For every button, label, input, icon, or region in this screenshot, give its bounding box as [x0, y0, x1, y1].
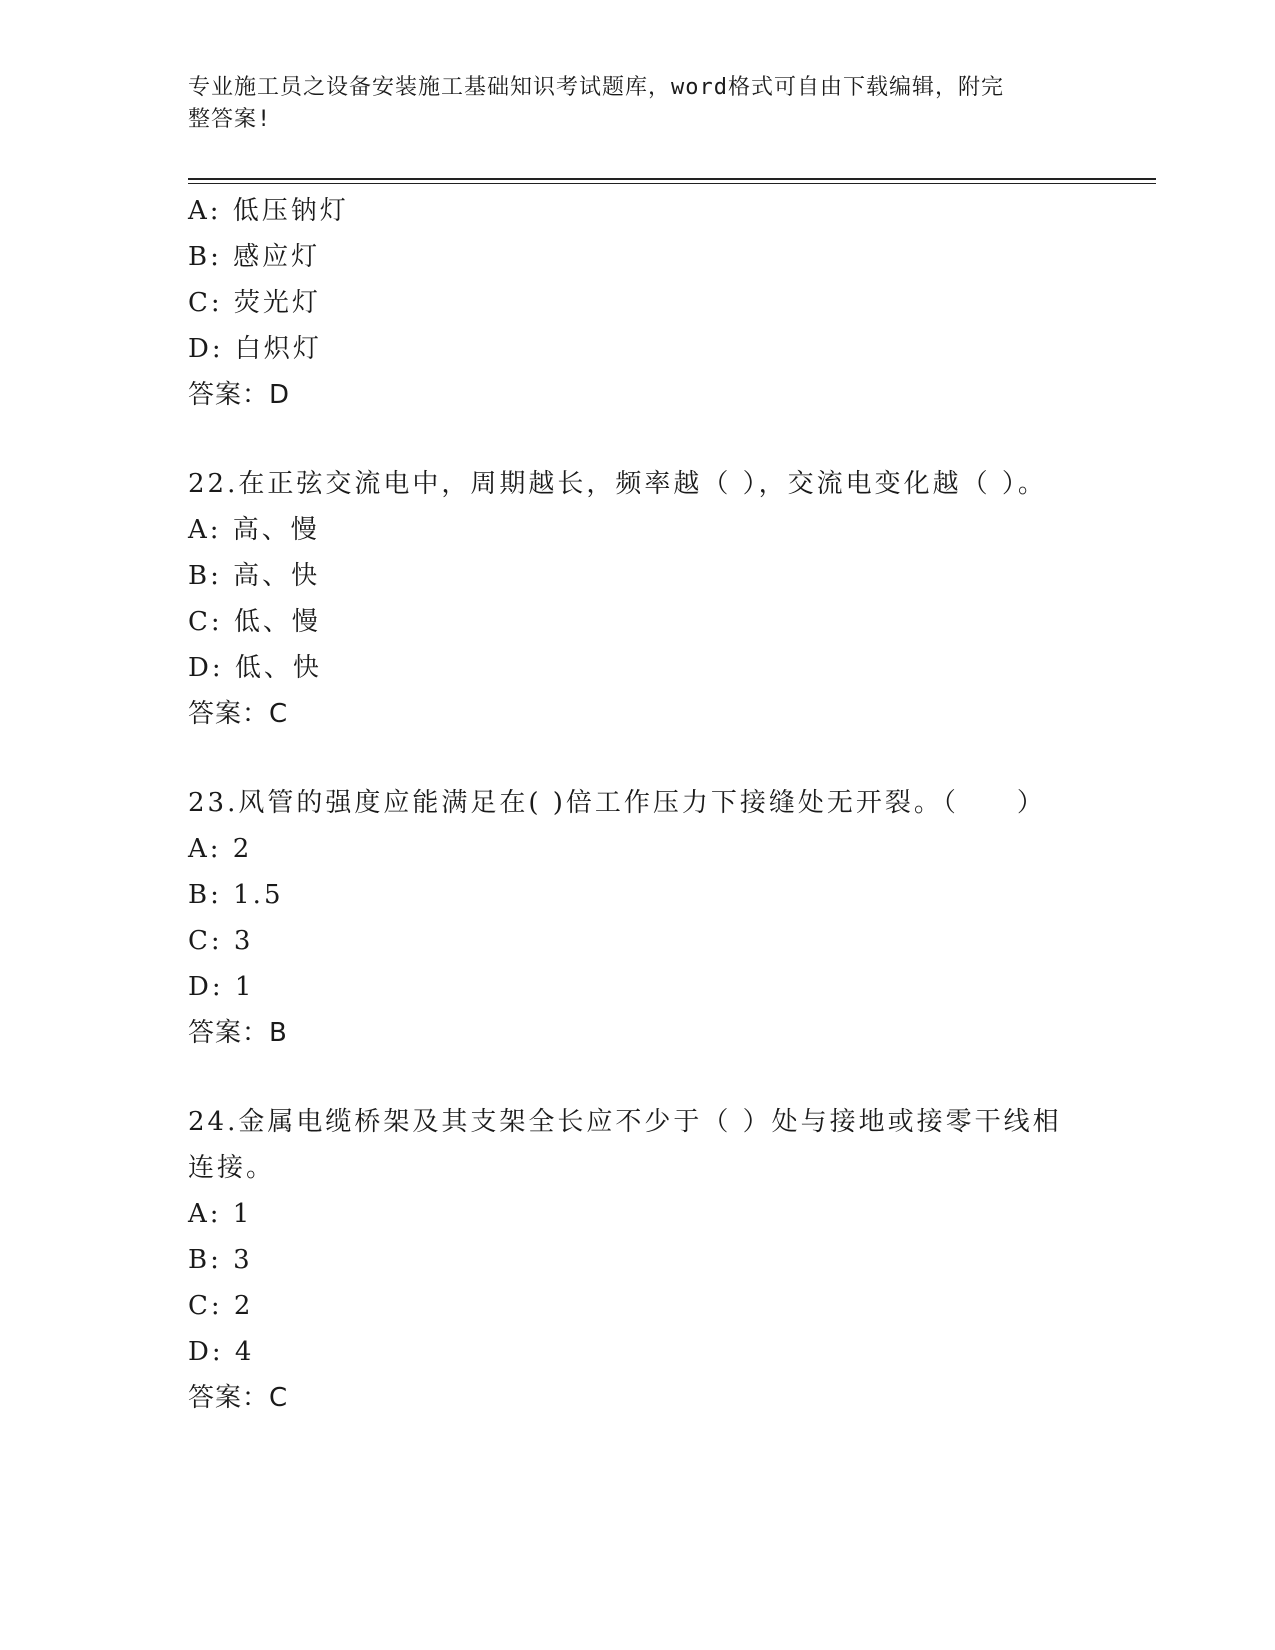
block-spacer — [188, 737, 1088, 780]
question-block-22 — [188, 461, 1088, 737]
answer-line: 答案：C — [188, 699, 289, 729]
question-text: 22.在正弦交流电中，周期越长，频率越（ ），交流电变化越（ ）。 — [188, 469, 1047, 499]
question-text: 23.风管的强度应能满足在( )倍工作压力下接缝处无开裂。（ ） — [188, 788, 1046, 818]
question-text-line-2: 连接。 — [188, 1153, 276, 1183]
document-header — [188, 72, 1068, 136]
option-c: C: 3 — [188, 926, 254, 956]
header-title-line-1: 专业施工员之设备安装施工基础知识考试题库，word格式可自由下载编辑，附完 — [188, 75, 1004, 100]
option-d: D: 低、快 — [188, 653, 322, 683]
question-block-24 — [188, 1099, 1088, 1421]
answer-line: 答案：C — [188, 1383, 289, 1413]
option-b: B: 高、快 — [188, 561, 321, 591]
answer-line: 答案：D — [188, 380, 291, 410]
header-divider-thick — [188, 178, 1156, 180]
option-d: D: 1 — [188, 972, 255, 1002]
option-a: A: 2 — [188, 834, 253, 864]
option-a: A: 低压钠灯 — [188, 196, 349, 226]
option-c: C: 荧光灯 — [188, 288, 321, 318]
option-d: D: 4 — [188, 1337, 255, 1367]
header-title-line-2: 整答案! — [188, 107, 272, 132]
block-spacer — [188, 418, 1088, 461]
block-spacer — [188, 1056, 1088, 1099]
option-b: B: 感应灯 — [188, 242, 321, 272]
option-a: A: 1 — [188, 1199, 253, 1229]
option-b: B: 3 — [188, 1245, 253, 1275]
option-a: A: 高、慢 — [188, 515, 320, 545]
option-d: D: 白炽灯 — [188, 334, 322, 364]
answer-line: 答案：B — [188, 1018, 288, 1048]
option-b: B: 1.5 — [188, 880, 284, 910]
question-block-21 — [188, 188, 1088, 418]
question-content — [188, 188, 1088, 1421]
header-divider-thin — [188, 183, 1156, 184]
option-c: C: 低、慢 — [188, 607, 321, 637]
question-text-line-1: 24.金属电缆桥架及其支架全长应不少于（ ）处与接地或接零干线相 — [188, 1107, 1062, 1137]
question-block-23 — [188, 780, 1088, 1056]
option-c: C: 2 — [188, 1291, 254, 1321]
